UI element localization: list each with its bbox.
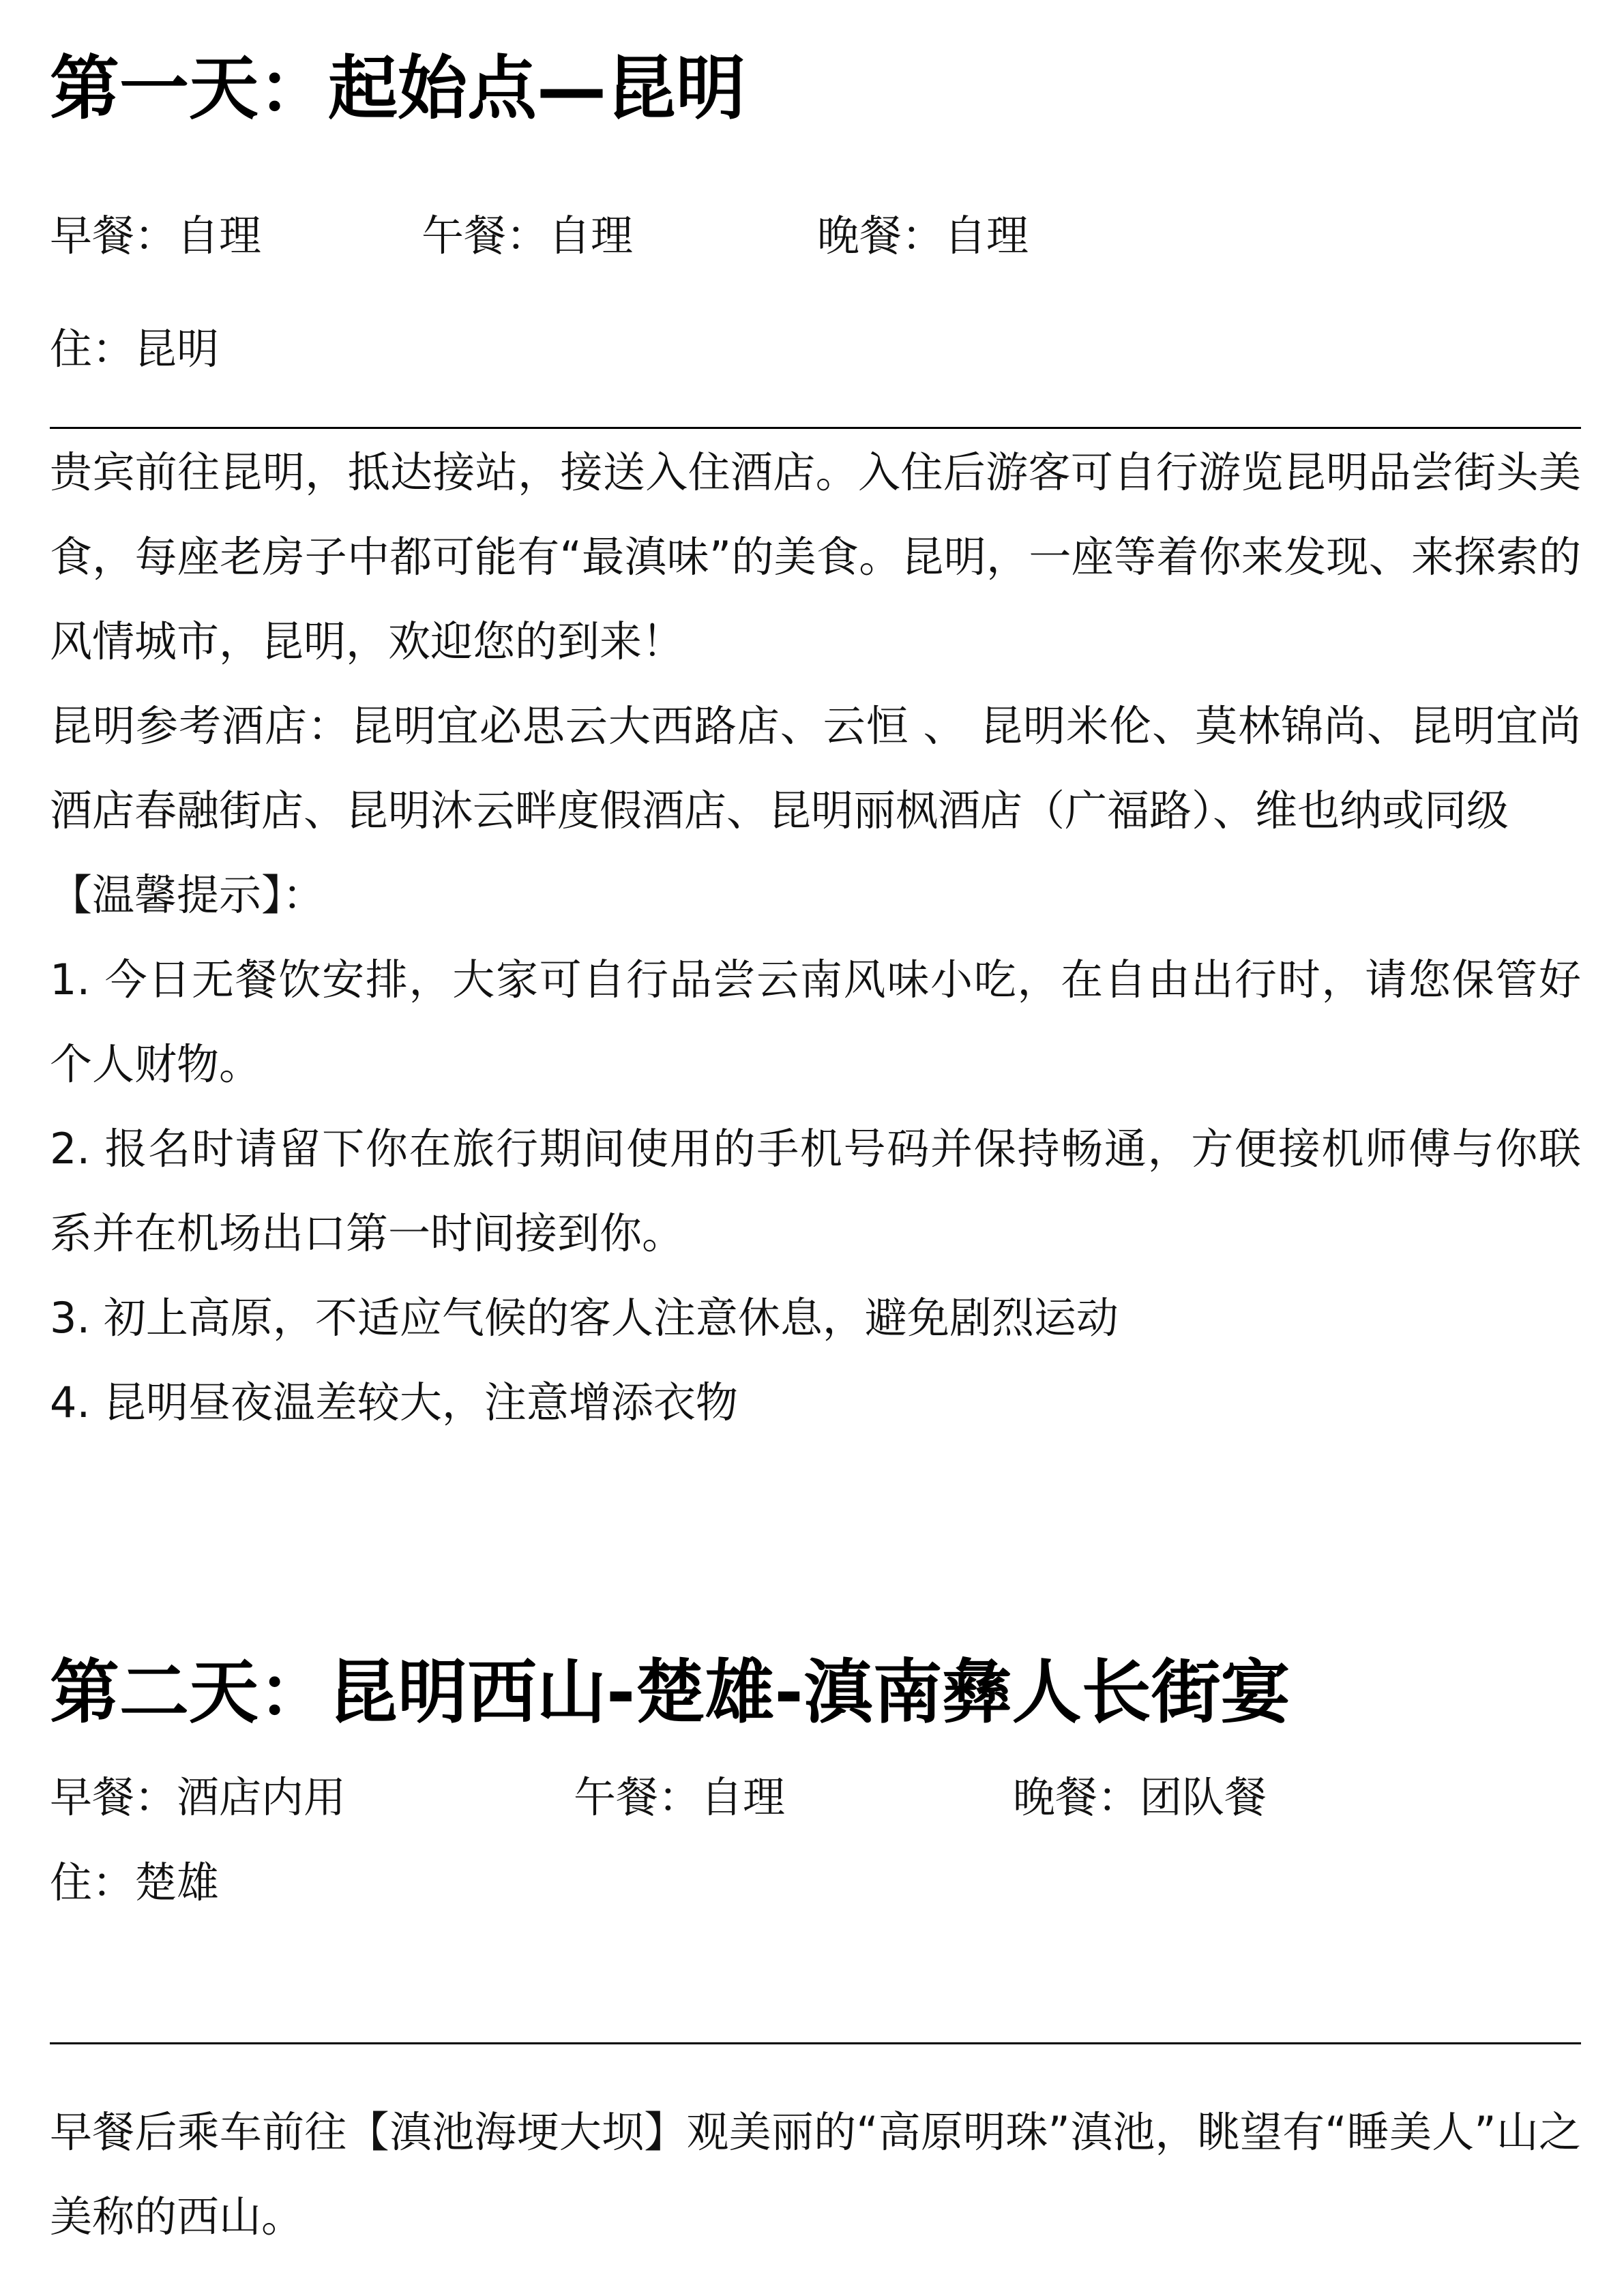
day2-intro-paragraph: 早餐后乘车前往【滇池海埂大坝】观美丽的“高原明珠”滇池，眺望有“睡美人”山之美称的西山。	[50, 2107, 1581, 2241]
day1-lodging: 住：昆明	[50, 324, 220, 374]
day1-tips-heading: 【温馨提示】：	[50, 870, 325, 920]
day1-dinner: 晚餐：自理	[817, 211, 1029, 260]
day2-title: 第二天：昆明西山-楚雄-滇南彝人长街宴	[50, 1652, 1290, 1733]
day1-tip-2: 2. 报名时请留下你在旅行期间使用的手机号码并保持畅通，方便接机师傅与你联系并在机场出口第一时间接到你。	[50, 1124, 1581, 1258]
day1-tip-4: 4. 昆明昼夜温差较大，注意增添衣物	[50, 1377, 738, 1427]
day1-breakfast: 早餐：自理	[50, 211, 262, 260]
day2-breakfast: 早餐：酒店内用	[50, 1772, 346, 1822]
day1-hotel-paragraph: 昆明参考酒店：昆明宜必思云大西路店、云恒 、 昆明米伦、莫林锦尚、昆明宜尚酒店春融街店、昆明沐云畔度假酒店、昆明丽枫酒店（广福路）、维也纳或同级	[50, 701, 1581, 835]
day2-description	[50, 2090, 1581, 2259]
day1-intro-paragraph: 贵宾前往昆明，抵达接站，接送入住酒店。入住后游客可自行游览昆明品尝街头美食，每座老房子中都可能有“最滇味”的美食。昆明，一座等着你来发现、来探索的风情城市，昆明，欢迎您的到来！	[50, 447, 1581, 666]
day1-lunch: 午餐：自理	[422, 211, 634, 260]
day2-dinner: 晚餐：团队餐	[1013, 1772, 1267, 1822]
day2-divider	[50, 2042, 1581, 2044]
day1-title: 第一天：起始点—昆明	[50, 48, 745, 130]
day1-tip-3: 3. 初上高原，不适应气候的客人注意休息，避免剧烈运动	[50, 1293, 1119, 1343]
day1-description	[50, 430, 1581, 1445]
day2-lunch: 午餐：自理	[574, 1772, 786, 1822]
day1-divider	[50, 427, 1581, 429]
day2-lodging: 住：楚雄	[50, 1858, 220, 1907]
day1-tip-1: 1. 今日无餐饮安排，大家可自行品尝云南风味小吃，在自由出行时，请您保管好个人财物。	[50, 955, 1581, 1089]
